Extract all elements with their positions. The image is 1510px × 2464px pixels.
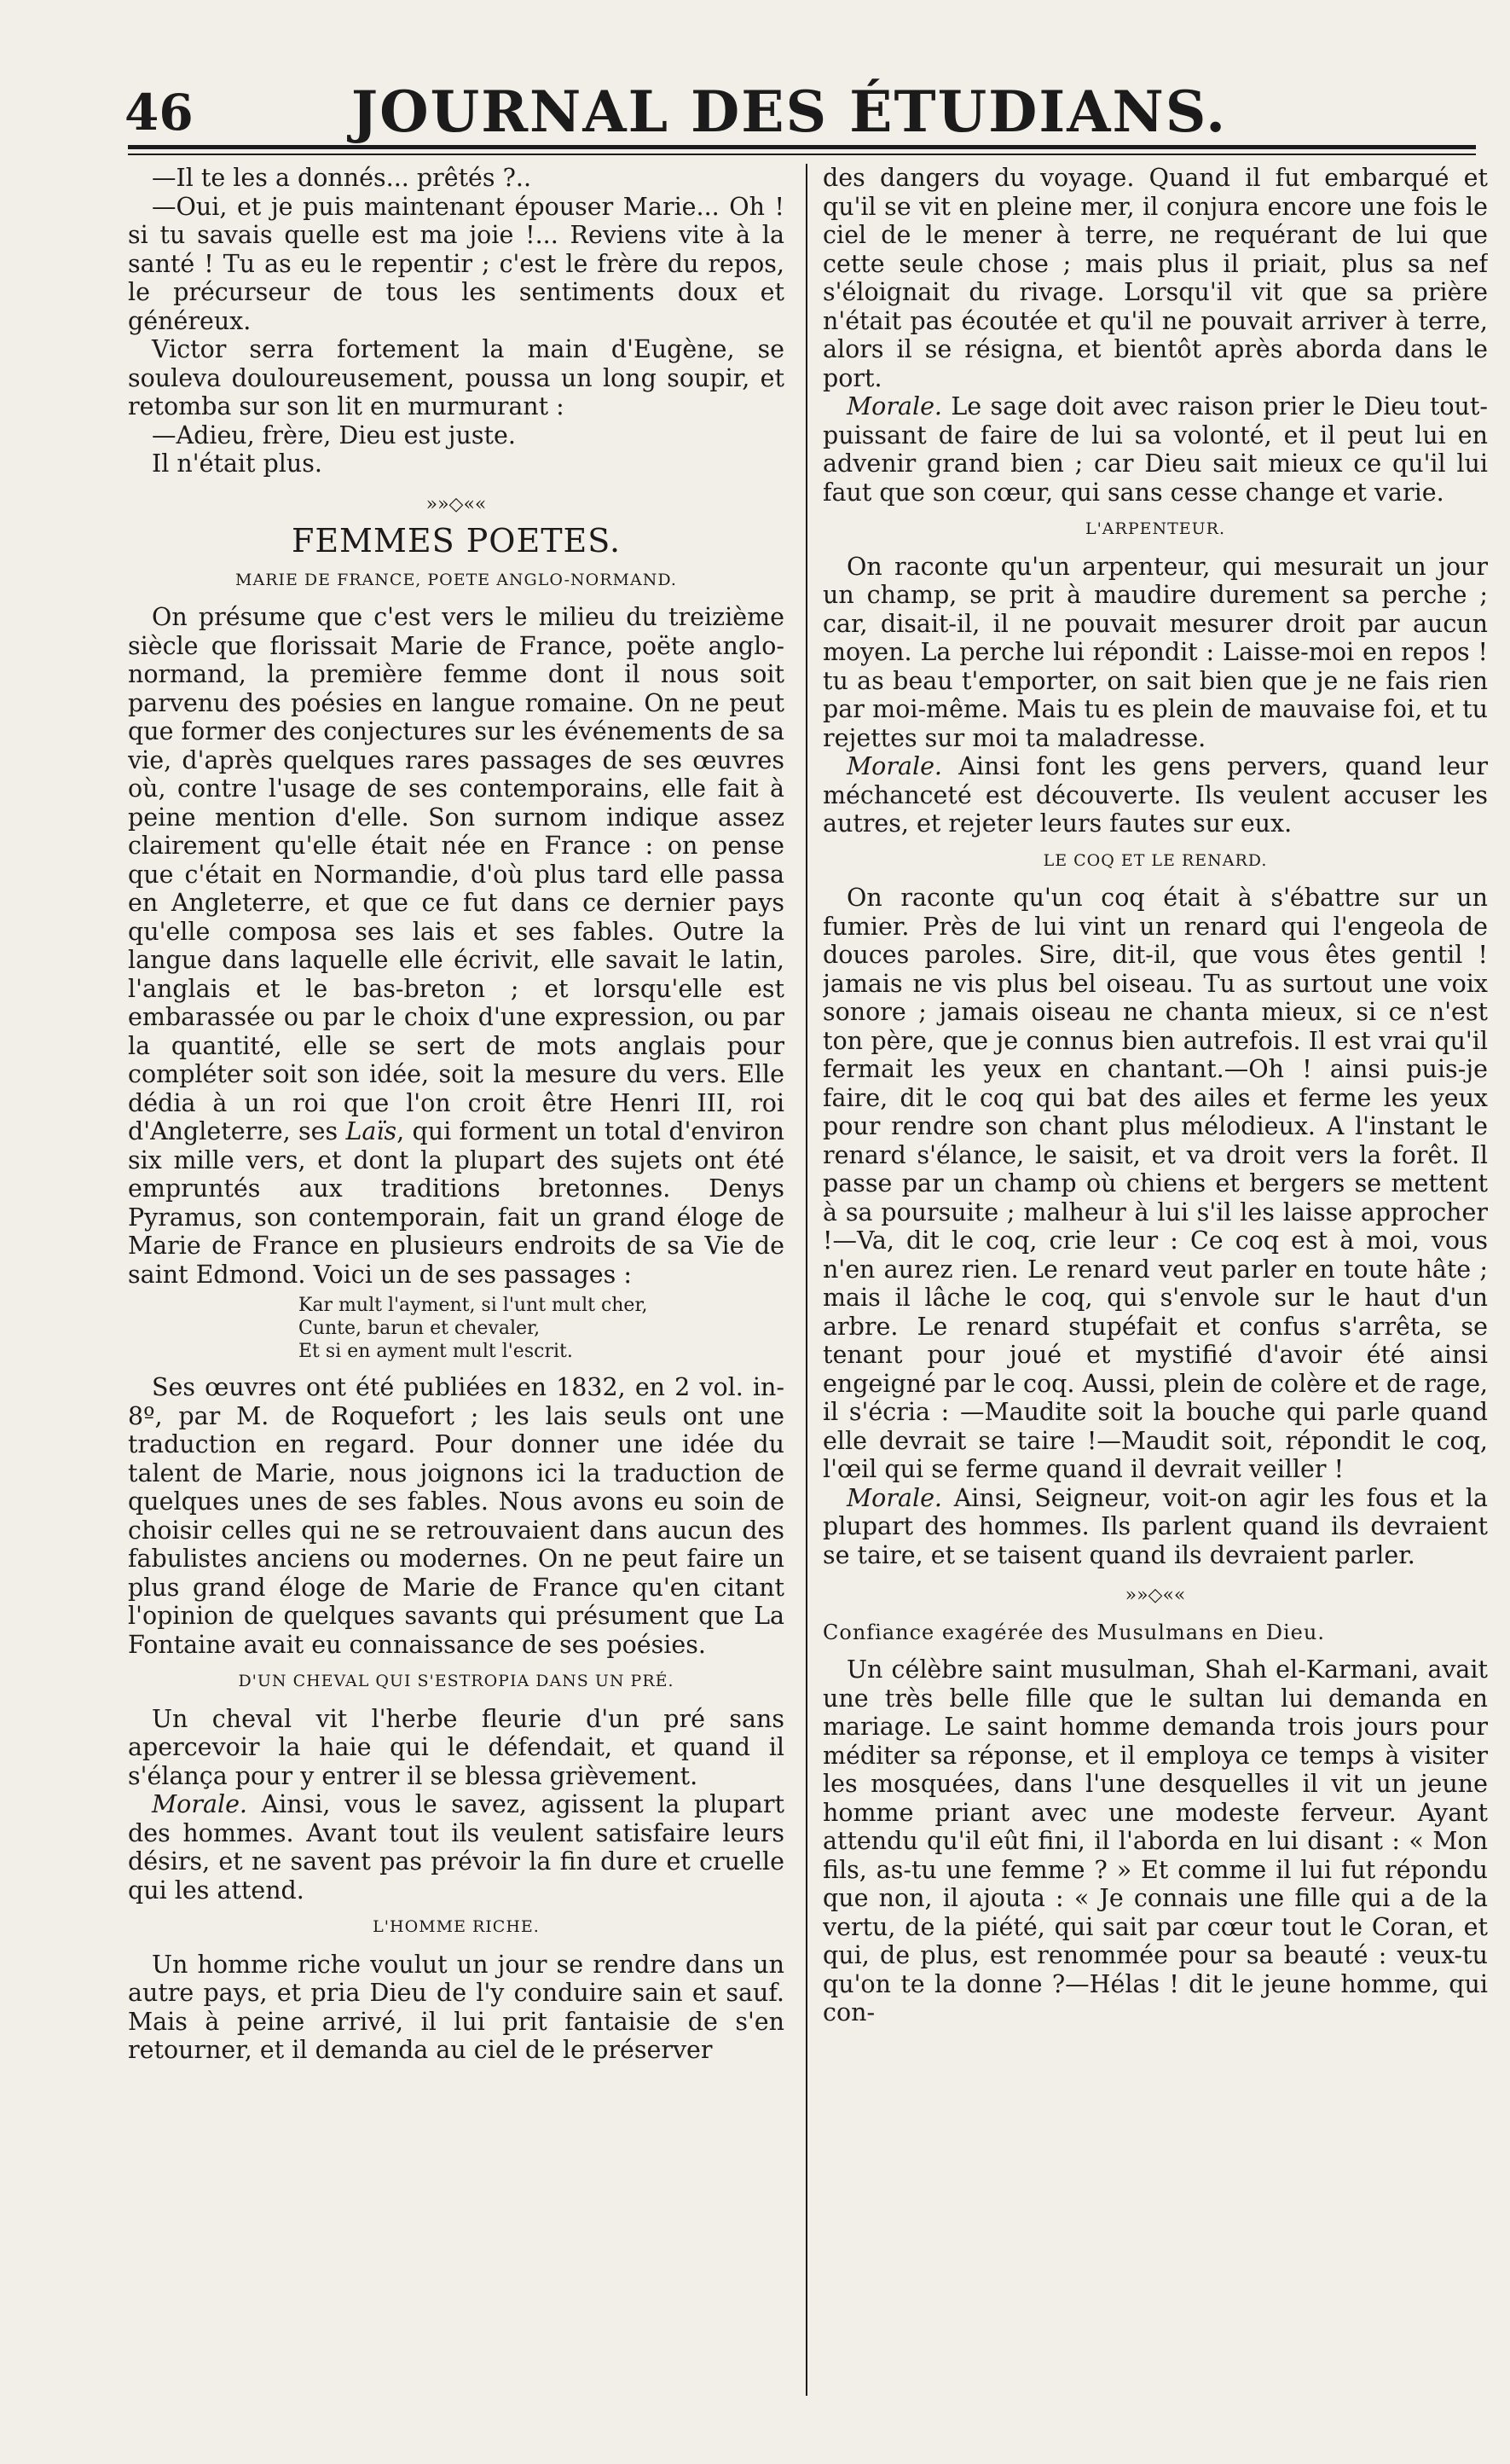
verse-line: Kar mult l'ayment, si l'unt mult cher, <box>298 1295 648 1316</box>
left-column <box>128 164 784 2396</box>
morale-label: Morale. <box>847 392 942 420</box>
paragraph: Un cheval vit l'herbe fleurie d'un pré sans apercevoir la haie qui le défendait, et quand il s'élança pour y entrer il se blessa grièvement. <box>128 1704 784 1790</box>
paragraph: —Adieu, frère, Dieu est juste. <box>152 420 516 449</box>
header-rule <box>128 145 1476 149</box>
italic-title: Laïs <box>345 1117 397 1145</box>
text-run: Ainsi, Seigneur, voit-on agir les fous et la plupart des hommes. Ils parlent quand ils devraient se taire, et se taisent quand ils devraient parler. <box>823 1483 1488 1569</box>
text-run: , qui forment un total d'environ six mille vers, et dont la plupart des sujets ont été empruntés aux traditions bretonnes. Denys Pyramus, son contemporain, fait un grand éloge de Marie de France en plusieurs endroits de sa Vie de saint Edmond. Voici un de ses passages : <box>128 1117 784 1289</box>
paragraph: —Il te les a donnés... prêtés ?.. <box>152 164 532 192</box>
morale-label: Morale. <box>847 1483 942 1512</box>
paragraph: On raconte qu'un coq était à s'ébattre sur un fumier. Près de lui vint un renard qui l'engeola de douces paroles. Sire, dit-il, que vous êtes gentil ! jamais ne vis plus bel oiseau. Tu as surtout une voix sonore ; jamais oiseau ne chanta mieux, si ce n'est ton père, que je connus bien autrefois. Il est vrai qu'il fermait les yeux en chantant.—Oh ! ainsi puis-je faire, dit le coq qui bat des ailes et ferme les yeux pour rendre son chant plus mélodieux. A l'instant le renard s'élance, le saisit, et va droit vers la forêt. Il passe par un champ où chiens et bergers se mettent à sa poursuite ; malheur à lui s'il les laisse approcher !—Va, dit le coq, crie leur : Ce coq est à moi, vous n'en aurez rien. Le renard veut parler en toute hâte ; mais il lâche le coq, qui s'envole sur le haut d'un arbre. Le renard stupéfait et confus s'arrêta, se tenant pour joué et mystifié d'avoir été ainsi engeigné par le coq. Aussi, plein de colère et de rage, il s'écria : —Maudite soit la bouche qui parle quand elle devrait se taire !—Maudit soit, répondit le coq, l'œil qui se ferme quand il devrait veiller ! <box>823 884 1488 1483</box>
paragraph: Ses œuvres ont été publiées en 1832, en 2 vol. in-8º, par M. de Roquefort ; les lais seuls ont une traduction en regard. Pour donner une idée du talent de Marie, nous joignons ici la traduction de quelques unes de ses fables. Nous avons eu soin de choisir celles qui ne se retrouvaient dans aucun des fabulistes anciens ou modernes. On ne peut faire un plus grand éloge de Marie de France qu'en citant l'opinion de quelques savants qui présument que La Fontaine avait eu connaissance de ses poésies. <box>128 1373 784 1659</box>
fable-title: L'HOMME RICHE. <box>373 1917 540 1936</box>
header-rule-thin <box>128 154 1476 155</box>
paragraph: Victor serra fortement la main d'Eugène, se souleva douloureusement, poussa un long soupir, et retomba sur son lit en murmurant : <box>128 335 784 420</box>
text-run: On présume que c'est vers le milieu du treizième siècle que florissait Marie de France, poëte anglo-normand, la première femme dont il nous soit parvenu des poésies en langue romaine. On ne peut que former des conjectures sur les événements de sa vie, d'après quelques rares passages de ses œuvres où, contre l'usage de ses contemporains, elle fait à peine mention d'elle. Son surnom indique assez clairement qu'elle était née en France : on pense que c'était en Normandie, d'où plus tard elle passa en Angleterre, et que ce fut dans ce dernier pays qu'elle composa ses lais et ses fables. Outre la langue dans laquelle elle écrivit, elle savait le latin, l'anglais et le bas-breton ; et lorsqu'elle est embarassée ou par le choix d'une expression, ou par la quantité, elle se sert de mots anglais pour compléter soit son idée, soit la mesure du vers. Elle dédia à un roi que l'on croit être Henri III, roi d'Angleterre, ses <box>128 603 784 1145</box>
paragraph: Un homme riche voulut un jour se rendre dans un autre pays, et pria Dieu de l'y conduire sain et sauf. Mais à peine arrivé, il lui prit fantaisie de s'en retourner, et il demanda au ciel de le préserver <box>128 1950 784 2064</box>
verse-quote <box>128 1294 784 1363</box>
ornament: »»◇«« <box>1125 1585 1186 1606</box>
verse-line: Cunte, barun et chevaler, <box>298 1318 541 1339</box>
paragraph <box>823 392 1488 507</box>
journal-title: JOURNAL DES ÉTUDIANS. <box>350 78 1228 145</box>
paragraph: Un célèbre saint musulman, Shah el-Karmani, avait une très belle fille que le sultan lui demanda en mariage. Le saint homme demanda trois jours pour méditer sa réponse, et il employa ce temps à visiter les mosquées, dans l'une desquelles il vit un jeune homme priant avec une modeste ferveur. Ayant attendu qu'il eût fini, il l'aborda en lui disant : « Mon fils, as-tu une femme ? » Et comme il lui fut répondu que non, il ajouta : « Je connais une fille qui a de la vertu, de la piété, qui sait par cœur tout le Coran, et qui, de plus, est renommée pour sa beauté : veux-tu qu'on te la donne ?—Hélas ! dit le jeune homme, qui con- <box>823 1655 1488 2026</box>
section-title: FEMMES POETES. <box>291 522 622 559</box>
text-run: Ainsi, vous le savez, agissent la plupart des hommes. Avant tout ils veulent satisfaire leurs désirs, et ne savent pas prévoir la fin dure et cruelle qui les attend. <box>128 1790 784 1905</box>
fable-title: LE COQ ET LE RENARD. <box>1043 850 1268 870</box>
right-column <box>823 164 1488 2396</box>
morale-label: Morale. <box>152 1790 247 1818</box>
ornament: »»◇«« <box>425 493 487 515</box>
fable-title: L'ARPENTEUR. <box>1085 519 1226 538</box>
morale-label: Morale. <box>847 752 942 780</box>
text-run: Ainsi font les gens pervers, quand leur méchanceté est découverte. Ils veulent accuser les autres, et rejeter leurs fautes sur eux. <box>823 752 1488 838</box>
paragraph: des dangers du voyage. Quand il fut embarqué et qu'il se vit en pleine mer, il conjura encore une fois le ciel de le mener à terre, ne requérant de lui que cette seule chose ; mais plus il priait, plus sa nef s'éloignait du rivage. Lorsqu'il vit que sa prière n'était pas écoutée et qu'il ne pouvait arriver à terre, alors il se résigna, et bientôt après aborda dans le port. <box>823 164 1488 392</box>
paragraph <box>128 603 784 1289</box>
verse-line: Et si en ayment mult l'escrit. <box>298 1341 573 1362</box>
paragraph <box>128 1790 784 1905</box>
fable-title: D'UN CHEVAL QUI S'ESTROPIA DANS UN PRÉ. <box>238 1672 674 1690</box>
paragraph: On raconte qu'un arpenteur, qui mesurait un jour un champ, se prit à maudire durement sa perche ; car, disait-il, il ne pouvait mesurer droit par aucun moyen. La perche lui répondit : Laisse-moi en repos ! tu as beau t'emporter, on sait bien que je ne fais rien par moi-même. Mais tu es plein de mauvaise foi, et tu rejettes sur moi ta maladresse. <box>823 552 1488 752</box>
paragraph <box>823 1484 1488 1570</box>
text-run: Le sage doit avec raison prier le Dieu tout-puissant de faire de lui sa volonté, et il peut lui en advenir grand bien ; car Dieu sait mieux ce qu'il lui faut que son cœur, qui sans cesse change et varie. <box>823 392 1488 507</box>
section-subtitle: MARIE DE FRANCE, POETE ANGLO-NORMAND. <box>235 570 677 589</box>
section-title: Confiance exagérée des Musulmans en Dieu. <box>823 1620 1325 1644</box>
paragraph: Il n'était plus. <box>152 449 322 478</box>
paragraph <box>823 752 1488 838</box>
page-number: 46 <box>124 84 194 142</box>
column-divider <box>806 164 807 2396</box>
paragraph: —Oui, et je puis maintenant épouser Marie... Oh ! si tu savais quelle est ma joie !... Reviens vite à la santé ! Tu as eu le repentir ; c'est le frère du repos, le précurseur de tous les sentiments doux et généreux. <box>128 192 784 335</box>
